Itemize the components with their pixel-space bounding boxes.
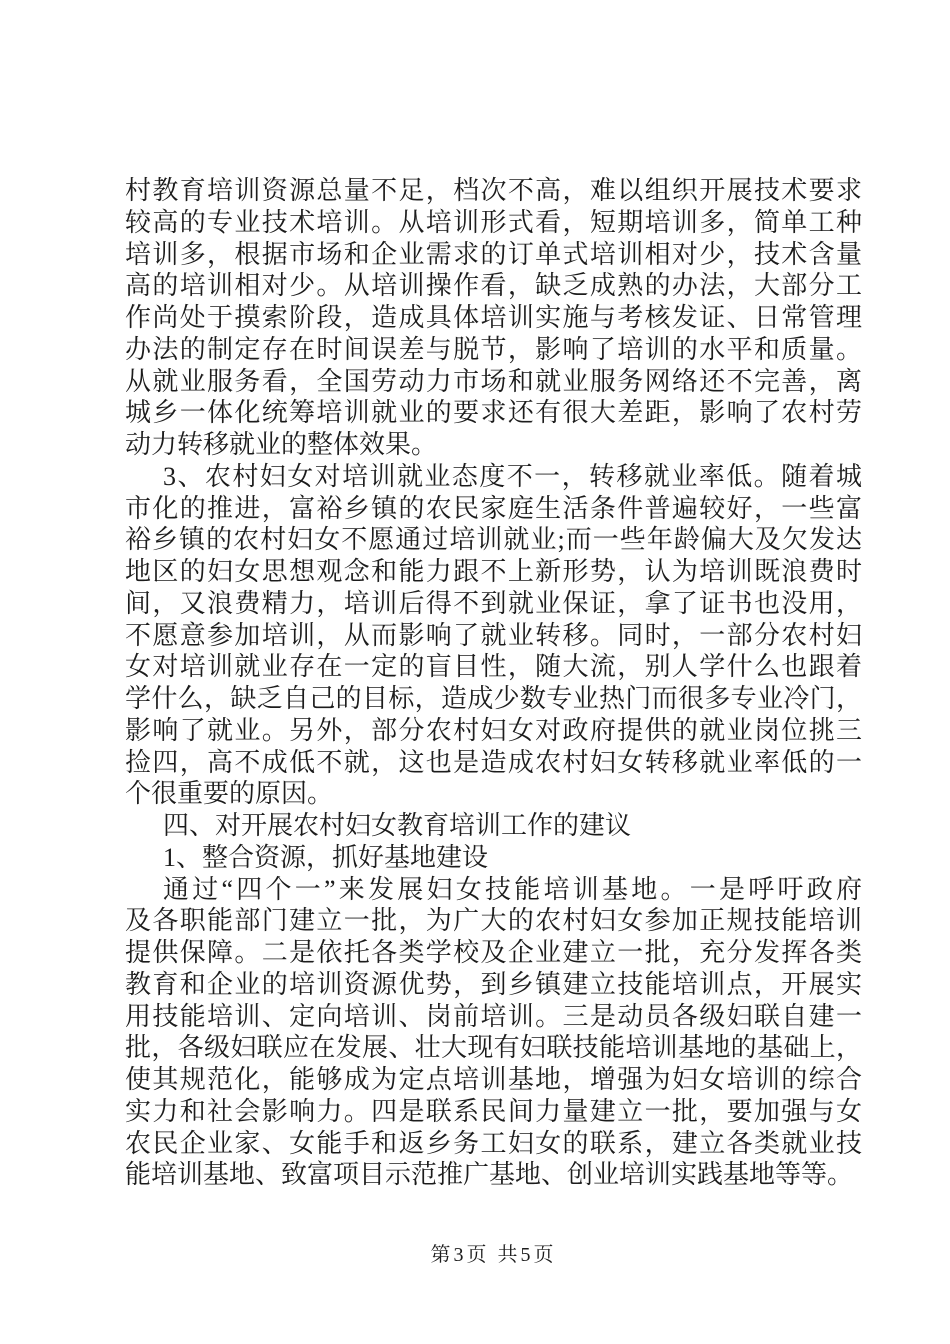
text-line: 3、农村妇女对培训就业态度不一，转移就业率低。随着城 — [163, 461, 862, 491]
paragraph — [125, 810, 862, 842]
page-number-label: 第3页 共5页 — [430, 1244, 557, 1266]
text-line: 能培训基地、致富项目示范推广基地、创业培训实践基地等等。 — [125, 1160, 854, 1190]
paragraph — [125, 175, 862, 461]
text-line: 村教育培训资源总量不足，档次不高，难以组织开展技术要求 — [125, 176, 862, 205]
text-line: 实力和社会影响力。四是联系民间力量建立一批，要加强与女 — [125, 1096, 862, 1126]
text-line: 高的培训相对少。从培训操作看，缺乏成熟的办法，大部分工 — [125, 271, 862, 301]
text-line: 捡四，高不成低不就，这也是造成农村妇女转移就业率低的一 — [125, 747, 862, 777]
text-line: 间，又浪费精力，培训后得不到就业保证，拿了证书也没用， — [125, 588, 862, 618]
text-line: 不愿意参加培训，从而影响了就业转移。同时，一部分农村妇 — [125, 620, 862, 650]
document-body — [125, 175, 862, 1191]
text-line: 市化的推进，富裕乡镇的农民家庭生活条件普遍较好，一些富 — [125, 493, 862, 523]
text-line: 四、对开展农村妇女教育培训工作的建议 — [163, 811, 632, 840]
text-line: 影响了就业。另外，部分农村妇女对政府提供的就业岗位挑三 — [125, 715, 862, 745]
text-line: 较高的专业技术培训。从培训形式看，短期培训多，简单工种 — [125, 207, 862, 237]
text-line: 用技能培训、定向培训、岗前培训。三是动员各级妇联自建一 — [125, 1001, 862, 1031]
text-line: 办法的制定存在时间误差与脱节，影响了培训的水平和质量。 — [125, 334, 862, 364]
text-line: 作尚处于摸索阶段，造成具体培训实施与考核发证、日常管理 — [125, 303, 862, 332]
text-line: 农民企业家、女能手和返乡务工妇女的联系，建立各类就业技 — [125, 1128, 862, 1158]
text-line: 教育和企业的培训资源优势，到乡镇建立技能培训点，开展实 — [125, 969, 862, 999]
text-line: 批，各级妇联应在发展、壮大现有妇联技能培训基地的基础上， — [125, 1033, 862, 1063]
text-line: 1、整合资源，抓好基地建设 — [163, 842, 489, 872]
text-line: 女对培训就业存在一定的盲目性，随大流，别人学什么也跟着 — [125, 652, 862, 682]
text-line: 使其规范化，能够成为定点培训基地，增强为妇女培训的综合 — [125, 1065, 862, 1094]
text-line: 培训多，根据市场和企业需求的订单式培训相对少，技术含量 — [125, 239, 862, 269]
paragraph — [125, 874, 862, 1192]
text-line: 从就业服务看，全国劳动力市场和就业服务网络还不完善，离 — [125, 366, 862, 396]
paragraph — [125, 461, 862, 810]
text-line: 学什么，缺乏自己的目标，造成少数专业热门而很多专业冷门， — [125, 684, 862, 713]
text-line: 通过“四个一”来发展妇女技能培训基地。一是呼吁政府 — [163, 874, 862, 904]
text-line: 提供保障。二是依托各类学校及企业建立一批，充分发挥各类 — [125, 938, 862, 967]
text-line: 及各职能部门建立一批，为广大的农村妇女参加正规技能培训 — [125, 906, 862, 936]
text-line: 个很重要的原因。 — [125, 779, 334, 809]
text-line: 城乡一体化统筹培训就业的要求还有很大差距，影响了农村劳 — [125, 398, 862, 428]
text-line: 动力转移就业的整体效果。 — [125, 430, 438, 459]
text-line: 地区的妇女思想观念和能力跟不上新形势，认为培训既浪费时 — [125, 557, 862, 586]
text-line: 裕乡镇的农村妇女不愿通过培训就业;而一些年龄偏大及欠发达 — [125, 525, 862, 555]
paragraph — [125, 842, 862, 874]
page-footer — [125, 1238, 862, 1267]
